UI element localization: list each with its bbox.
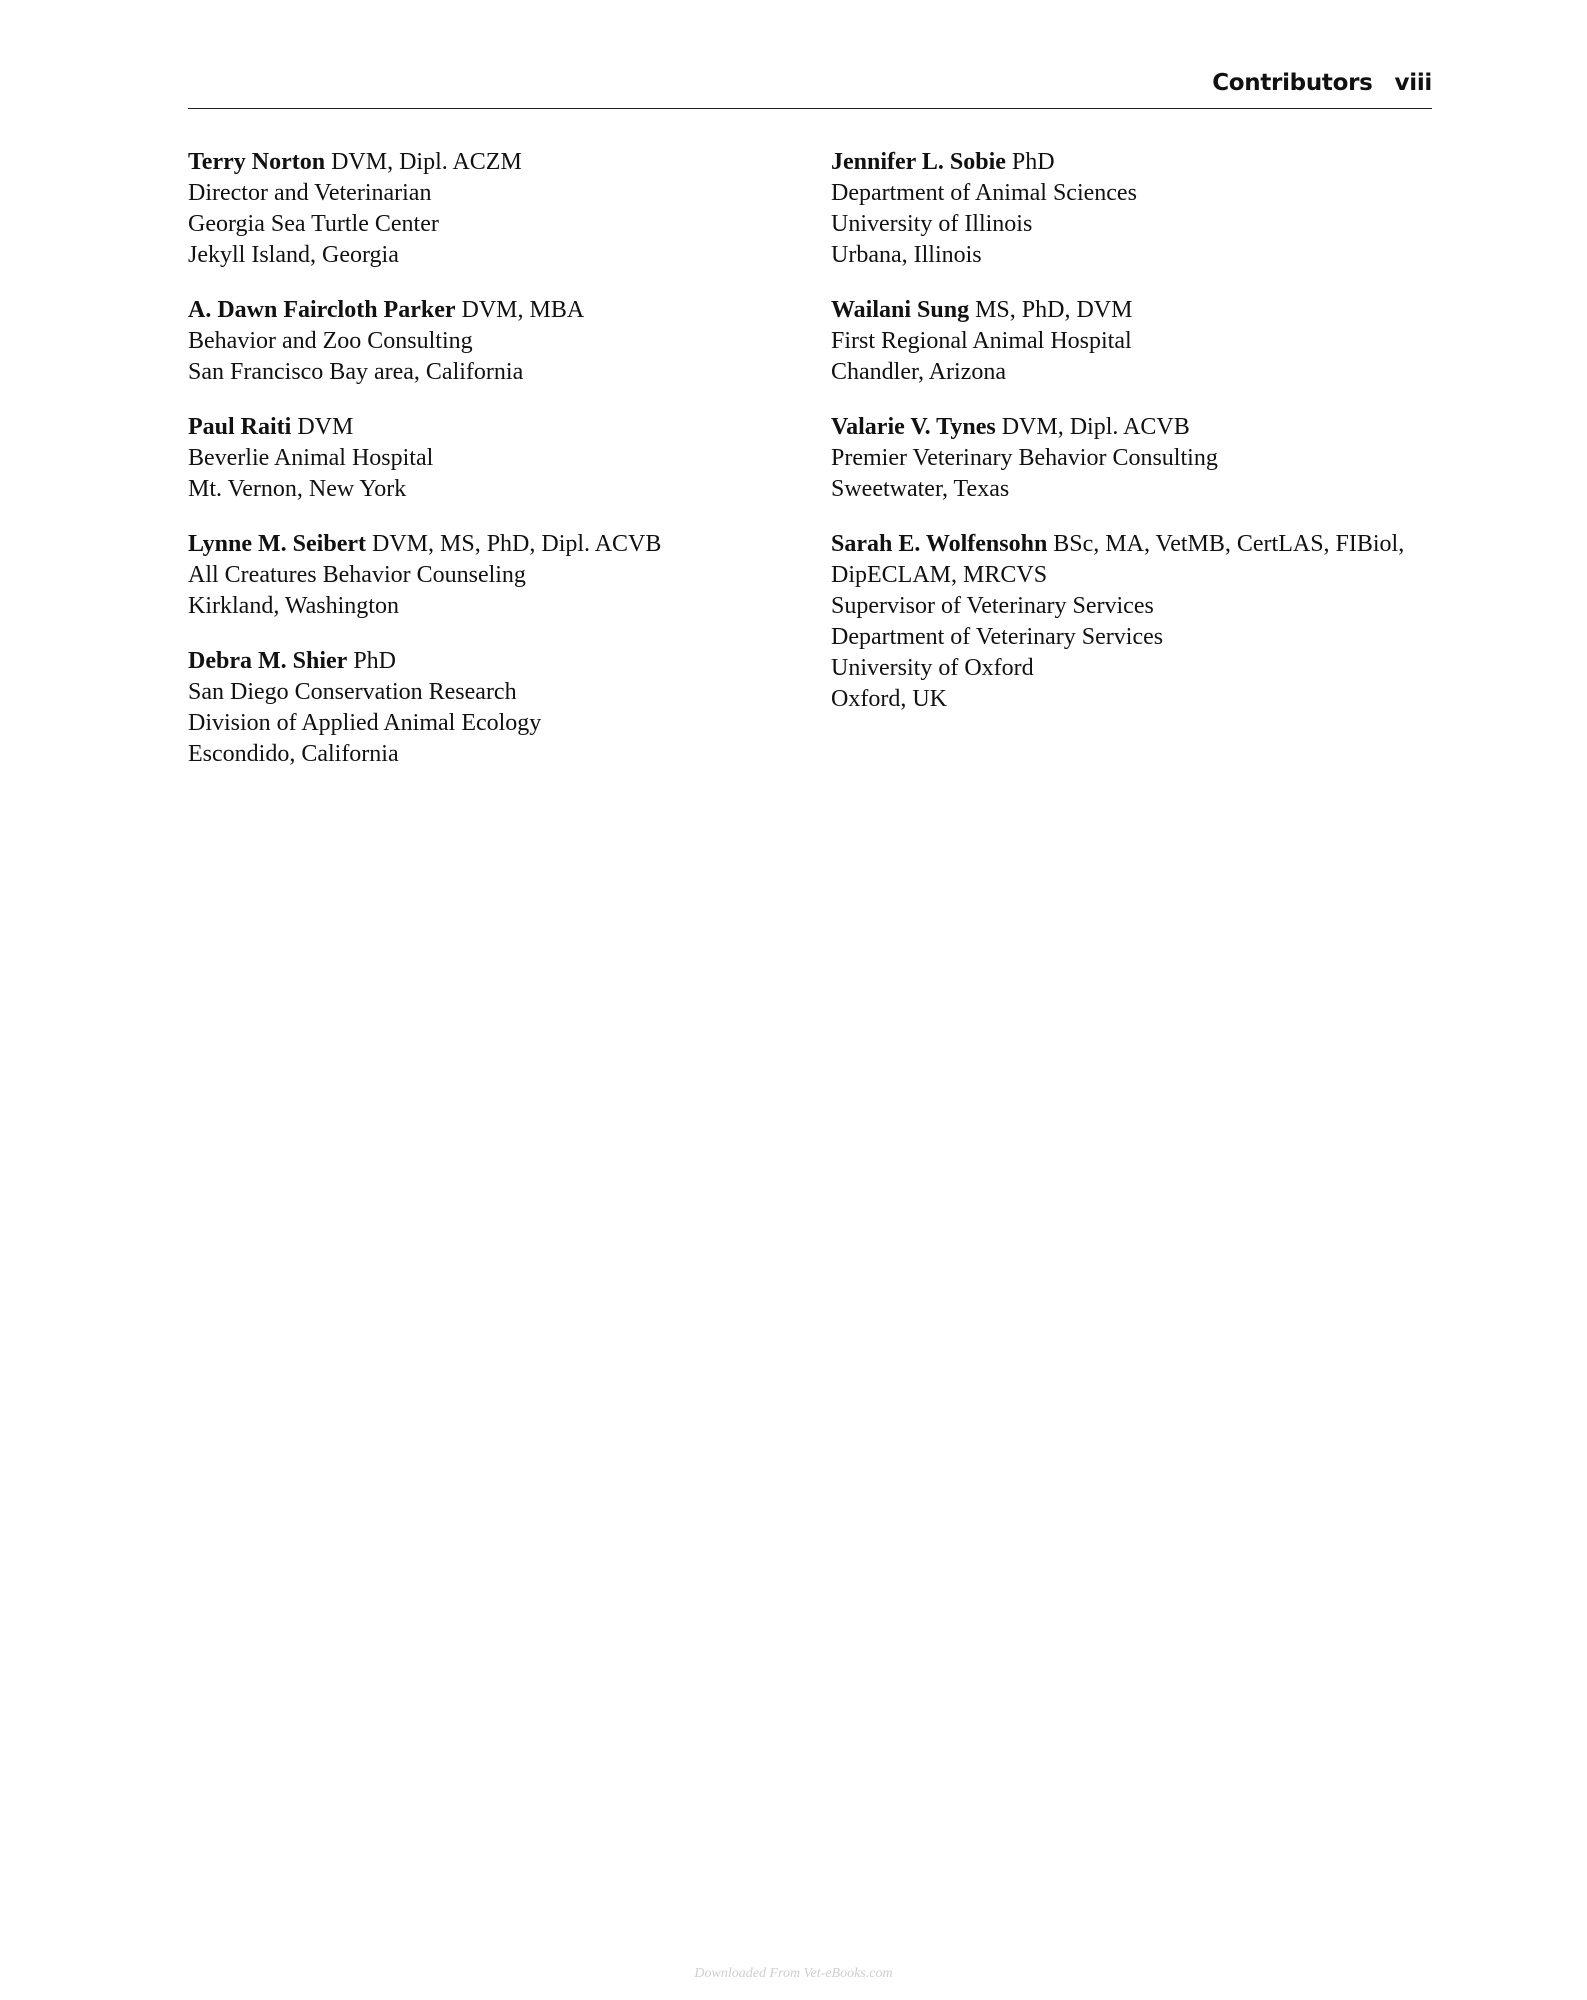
contributor-heading <box>188 412 788 443</box>
affiliation-line: Sweetwater, Texas <box>831 476 1010 502</box>
contributor-credentials: BSc, MA, VetMB, CertLAS, FIBiol, <box>1053 531 1405 557</box>
contributor-name: Valarie V. Tynes <box>831 414 996 440</box>
header-text <box>1212 70 1432 96</box>
affiliation-line: Division of Applied Animal Ecology <box>188 710 542 736</box>
affiliation-line: Beverlie Animal Hospital <box>188 445 434 471</box>
contributor-name: Paul Raiti <box>188 414 292 440</box>
affiliation-line: DipECLAM, MRCVS <box>831 562 1048 588</box>
affiliation-line: Director and Veterinarian <box>188 180 432 206</box>
contributor-entry <box>188 412 788 505</box>
contributor-credentials: DVM, MBA <box>461 297 585 323</box>
contributor-heading <box>188 147 788 178</box>
header-rule <box>188 108 1432 109</box>
contributor-credentials: PhD <box>353 648 396 674</box>
contributor-credentials: MS, PhD, DVM <box>975 297 1133 323</box>
affiliation-line: Kirkland, Washington <box>188 593 399 619</box>
affiliation-line: University of Illinois <box>831 211 1033 237</box>
contributor-name: Wailani Sung <box>831 297 970 323</box>
page-number: viii <box>1394 70 1432 96</box>
contributor-credentials: PhD <box>1011 149 1055 175</box>
contributor-heading <box>831 147 1431 178</box>
contributor-name: Lynne M. Seibert <box>188 531 366 557</box>
affiliation-line: Supervisor of Veterinary Services <box>831 593 1154 619</box>
contributor-name: Debra M. Shier <box>188 648 348 674</box>
affiliation-line: University of Oxford <box>831 655 1034 681</box>
right-column <box>831 147 1431 739</box>
contributor-credentials: DVM, Dipl. ACZM <box>331 149 522 175</box>
header-title: Contributors <box>1212 70 1373 96</box>
contributor-heading <box>188 646 788 677</box>
affiliation-line: Oxford, UK <box>831 686 947 712</box>
contributor-entry <box>831 412 1431 505</box>
affiliation-line: Premier Veterinary Behavior Consulting <box>831 445 1218 471</box>
affiliation-line: San Diego Conservation Research <box>188 679 517 705</box>
affiliation-line: San Francisco Bay area, California <box>188 359 524 385</box>
contributor-heading <box>831 412 1431 443</box>
affiliation-line: Department of Animal Sciences <box>831 180 1137 206</box>
contributor-heading <box>188 529 788 560</box>
affiliation-line: Jekyll Island, Georgia <box>188 242 399 268</box>
contributor-entry <box>831 295 1431 388</box>
contributor-entry <box>831 147 1431 271</box>
contributor-heading <box>831 295 1431 326</box>
contributor-entry <box>188 147 788 271</box>
contributor-heading <box>188 295 788 326</box>
left-column <box>188 147 788 794</box>
footer-watermark: Downloaded From Vet-eBooks.com <box>694 1966 893 1981</box>
contributor-name: Jennifer L. Sobie <box>831 149 1006 175</box>
contributor-name: Terry Norton <box>188 149 326 175</box>
affiliation-line: Chandler, Arizona <box>831 359 1006 385</box>
running-header <box>188 66 1432 108</box>
affiliation-line: First Regional Animal Hospital <box>831 328 1132 354</box>
contributor-name: A. Dawn Faircloth Parker <box>188 297 456 323</box>
contributor-entry <box>188 529 788 622</box>
affiliation-line: Escondido, California <box>188 741 399 767</box>
affiliation-line: All Creatures Behavior Counseling <box>188 562 526 588</box>
affiliation-line: Urbana, Illinois <box>831 242 982 268</box>
contributor-entry <box>188 295 788 388</box>
affiliation-line: Georgia Sea Turtle Center <box>188 211 439 237</box>
contributor-heading <box>831 529 1431 560</box>
affiliation-line: Mt. Vernon, New York <box>188 476 407 502</box>
affiliation-line: Department of Veterinary Services <box>831 624 1164 650</box>
contributor-name: Sarah E. Wolfensohn <box>831 531 1048 557</box>
contributor-credentials: DVM, MS, PhD, Dipl. ACVB <box>372 531 662 557</box>
contributor-credentials: DVM, Dipl. ACVB <box>1001 414 1190 440</box>
contributor-entry <box>831 529 1431 715</box>
contributor-credentials: DVM <box>297 414 354 440</box>
contributor-entry <box>188 646 788 770</box>
affiliation-line: Behavior and Zoo Consulting <box>188 328 473 354</box>
